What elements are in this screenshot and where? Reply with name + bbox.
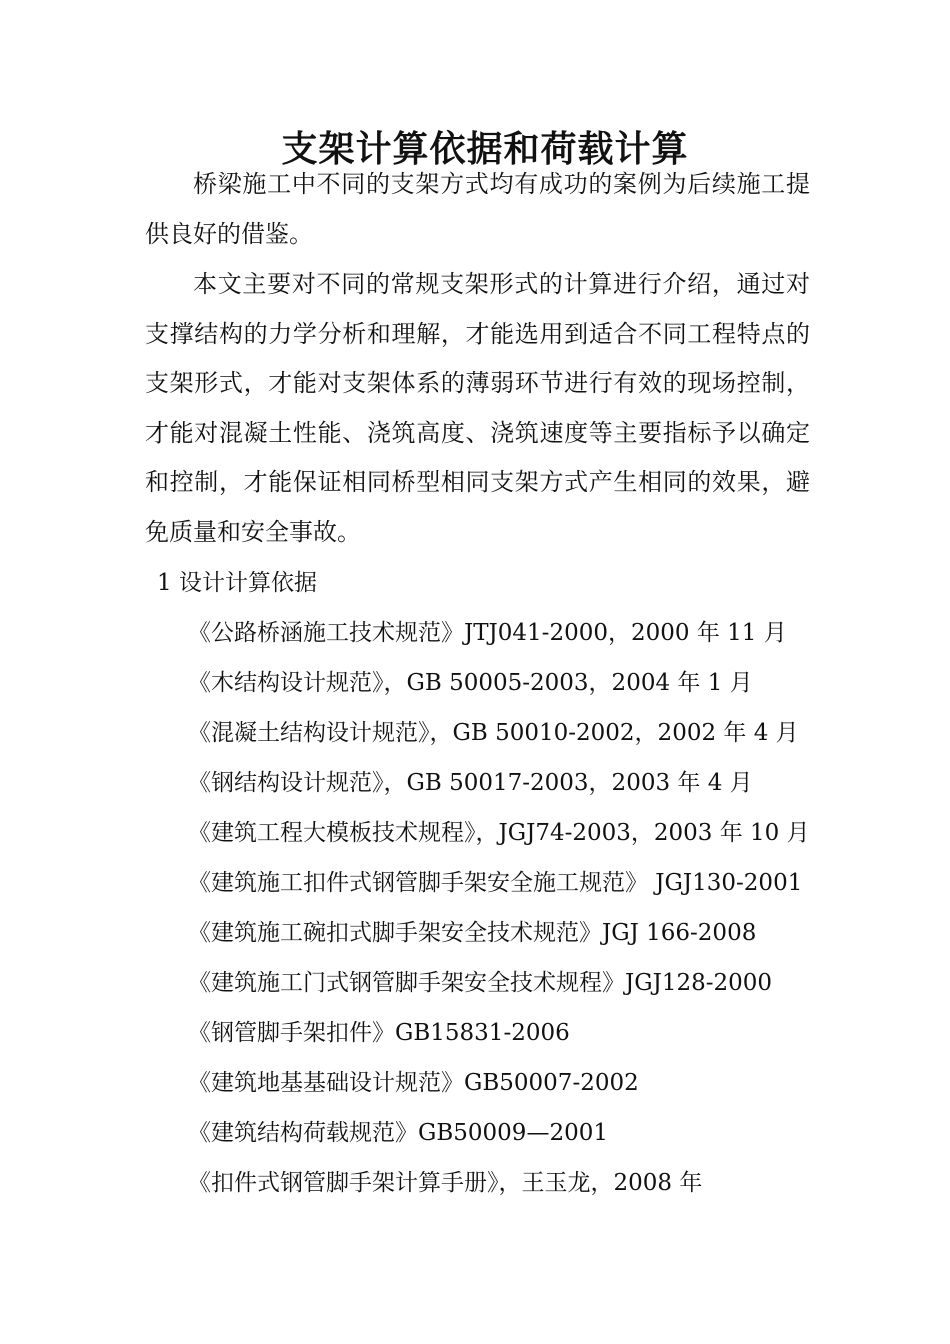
reference-item: 《混凝土结构设计规范》，GB 50010-2002，2002 年 4 月 — [188, 720, 799, 746]
reference-item: 《建筑施工碗扣式脚手架安全技术规范》JGJ 166-2008 — [188, 920, 757, 946]
document-title: 支架计算依据和荷载计算 — [281, 128, 689, 171]
reference-item: 《钢结构设计规范》，GB 50017-2003，2003 年 4 月 — [188, 770, 753, 796]
reference-item: 《建筑施工门式钢管脚手架安全技术规程》JGJ128-2000 — [188, 970, 773, 996]
reference-item: 《建筑施工扣件式钢管脚手架安全施工规范》 JGJ130-2001 — [188, 870, 803, 896]
section-heading: 1 设计计算依据 — [157, 570, 317, 596]
reference-item: 《公路桥涵施工技术规范》JTJ041-2000，2000 年 11 月 — [188, 620, 787, 646]
intro-paragraph: 桥梁施工中不同的支架方式均有成功的案例为后续施工提供良好的借鉴。 — [145, 170, 810, 248]
reference-item: 《建筑结构荷载规范》GB50009—2001 — [188, 1120, 608, 1146]
reference-item: 《扣件式钢管脚手架计算手册》，王玉龙，2008 年 — [188, 1170, 703, 1196]
reference-item: 《钢管脚手架扣件》GB15831-2006 — [188, 1020, 570, 1046]
reference-item: 《建筑工程大模板技术规程》，JGJ74-2003，2003 年 10 月 — [188, 820, 810, 846]
scope-paragraph: 本文主要对不同的常规支架形式的计算进行介绍，通过对支撑结构的力学分析和理解，才能选用到适合不同工程特点的支架形式，才能对支架体系的薄弱环节进行有效的现场控制，才能对混凝土性能、浇筑高度、浇筑速度等主要指标予以确定和控制，才能保证相同桥型相同支架方式产生相同的效果，避免质量和安全事故。 — [145, 270, 810, 546]
reference-item: 《建筑地基基础设计规范》GB50007-2002 — [188, 1070, 639, 1096]
reference-item: 《木结构设计规范》，GB 50005-2003，2004 年 1 月 — [188, 670, 753, 696]
reference-list — [188, 608, 810, 1208]
